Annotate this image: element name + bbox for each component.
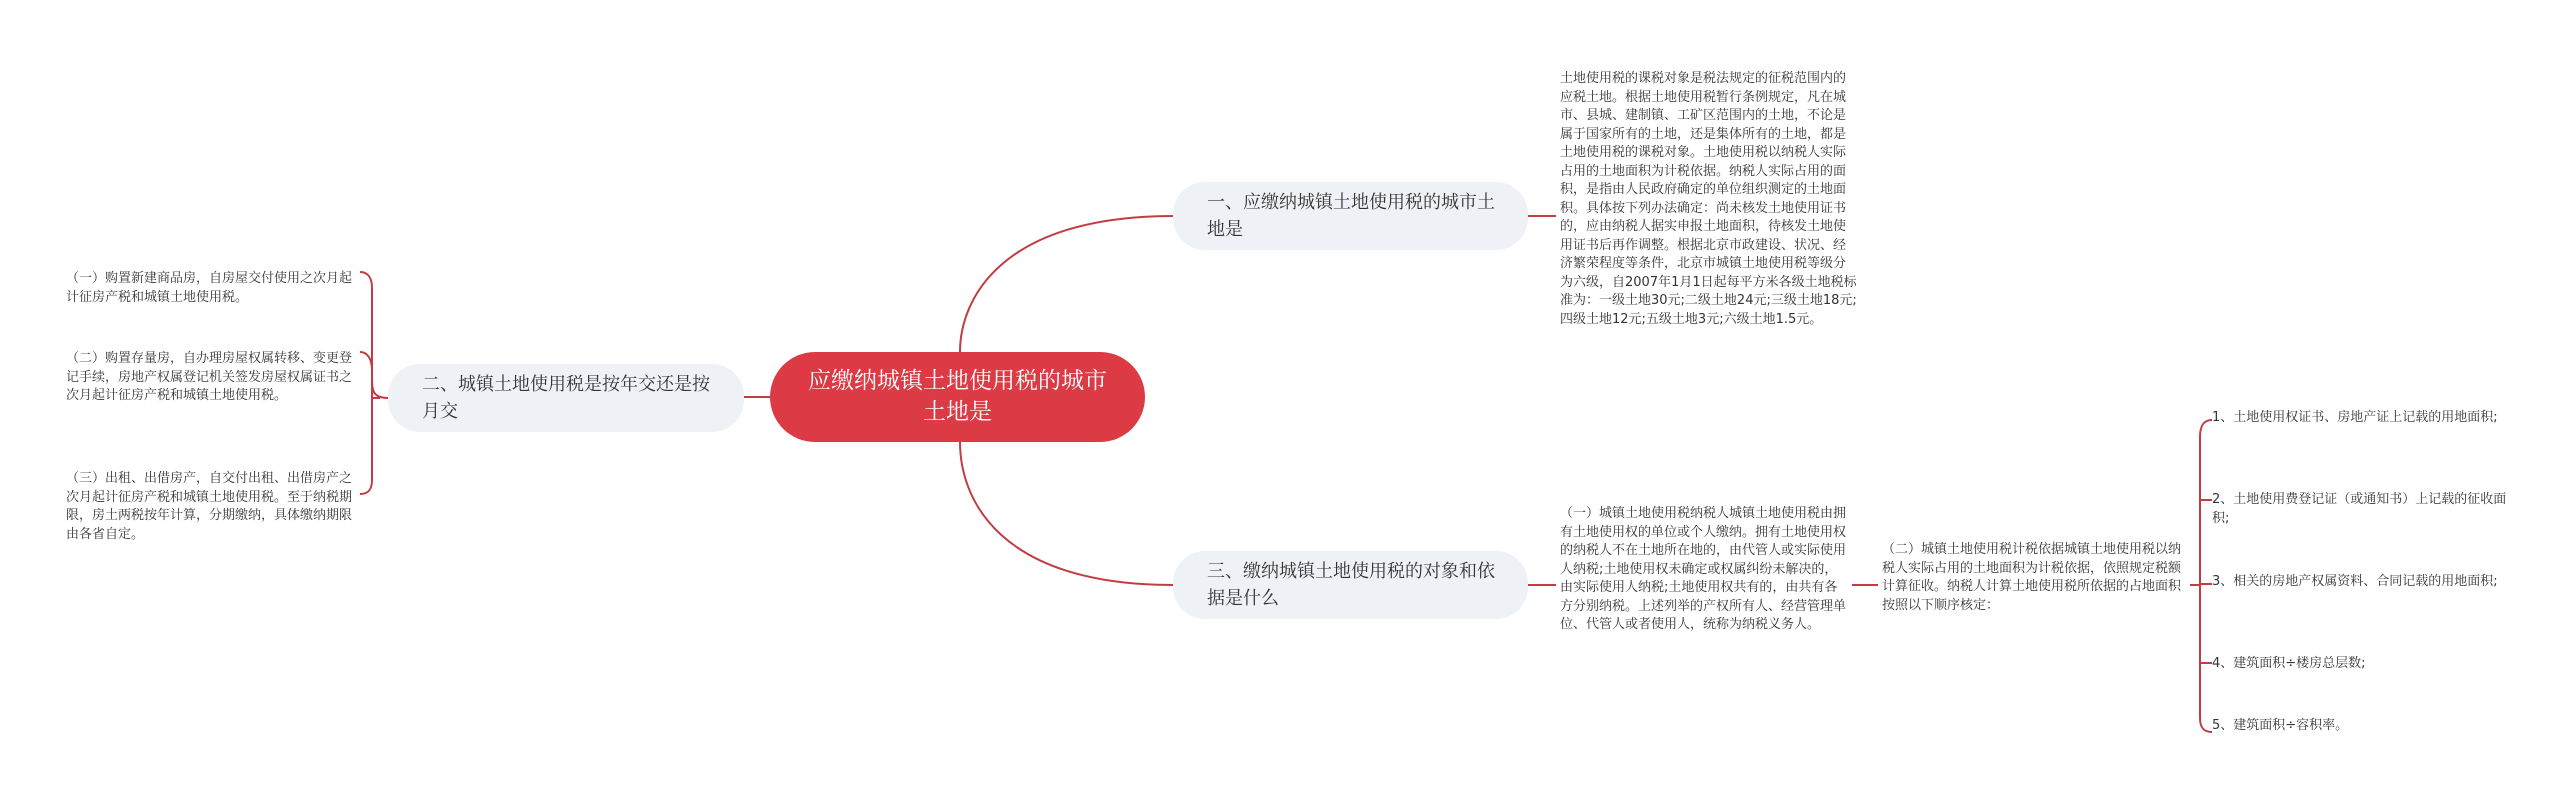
leaf-note-text: （一）城镇土地使用税纳税人城镇土地使用税由拥有土地使用权的单位或个人缴纳。拥有土地使用权的纳税人不在土地所在地的，由代管人或实际使用人纳税;土地使用权未确定或权属纠纷未解决的，由实际使用人纳税;土地使用权共有的，由共有各方分别纳税。上述列举的产权所有人、经营管理单位、代管人或者使用人，统称为纳税义务人。	[1560, 506, 1847, 632]
branch-topic-taxable-land[interactable]	[1173, 182, 1528, 250]
leaf-note-new-house[interactable]	[66, 270, 362, 307]
leaf-note-text: （三）出租、出借房产，自交付出租、出借房产之次月起计征房产税和城镇土地使用税。至于纳税期限，房土两税按年计算，分期缴纳，具体缴纳期限由各省自定。	[66, 471, 353, 542]
list-item-text: 3、相关的房地产权属资料、合同记载的用地面积;	[2212, 574, 2498, 589]
list-item[interactable]	[2212, 491, 2512, 528]
branch-topic-label: 三、缴纳城镇土地使用税的对象和依据是什么	[1207, 561, 1495, 609]
list-item[interactable]	[2212, 717, 2512, 736]
leaf-note-existing-house[interactable]	[66, 350, 362, 406]
list-item-text: 2、土地使用费登记证（或通知书）上记载的征收面积;	[2212, 492, 2507, 526]
leaf-note-text: （二）购置存量房，自办理房屋权属转移、变更登记手续，房地产权属登记机关签发房屋权属证书之次月起计征房产税和城镇土地使用税。	[66, 351, 353, 403]
branch-topic-label: 一、应缴纳城镇土地使用税的城市土地是	[1207, 192, 1495, 240]
branch-topic-taxpayer-and-basis[interactable]	[1173, 551, 1528, 619]
list-item[interactable]	[2212, 655, 2512, 674]
leaf-note-text: 土地使用税的课税对象是税法规定的征税范围内的应税土地。根据土地使用税暂行条例规定，凡在城市、县城、建制镇、工矿区范围内的土地，不论是属于国家所有的土地，还是集体所有的土地，都是土地使用税的课税对象。土地使用税以纳税人实际占用的土地面积为计税依据。纳税人实际占用的面积，是指由人民政府确定的单位组织测定的土地面积。具体按下列办法确定：尚未核发土地使用证书的，应由纳税人据实申报土地面积，待核发土地使用证书后再作调整。根据北京市政建设、状况、经济繁荣程度等条件，北京市城镇土地使用税等级分为六级，自2007年1月1日起每平方米各级土地税标准为：一级土地30元;二级土地24元;三级土地18元;四级土地12元;五级土地3元;六级土地1.5元。	[1560, 71, 1857, 327]
leaf-note-taxpayer[interactable]	[1560, 505, 1850, 635]
list-item[interactable]	[2212, 573, 2512, 592]
list-item[interactable]	[2212, 409, 2512, 428]
list-item-text: 1、土地使用权证书、房地产证上记载的用地面积;	[2212, 410, 2498, 425]
list-item-text: 4、建筑面积÷楼房总层数;	[2212, 656, 2366, 671]
leaf-note-tax-basis[interactable]	[1882, 541, 2184, 615]
branch-topic-payment-period[interactable]	[388, 364, 744, 432]
list-item-text: 5、建筑面积÷容积率。	[2212, 718, 2349, 733]
leaf-note-taxable-land[interactable]	[1560, 70, 1858, 329]
root-topic-label: 应缴纳城镇土地使用税的城市土地是	[808, 368, 1107, 425]
leaf-note-text: （一）购置新建商品房，自房屋交付使用之次月起计征房产税和城镇土地使用税。	[66, 271, 353, 305]
branch-topic-label: 二、城镇土地使用税是按年交还是按月交	[422, 374, 710, 422]
root-topic[interactable]	[770, 352, 1145, 442]
leaf-note-text: （二）城镇土地使用税计税依据城镇土地使用税以纳税人实际占用的土地面积为计税依据，依照规定税额计算征收。纳税人计算土地使用税所依据的占地面积按照以下顺序核定：	[1882, 542, 2182, 613]
leaf-note-rental-property[interactable]	[66, 470, 362, 544]
